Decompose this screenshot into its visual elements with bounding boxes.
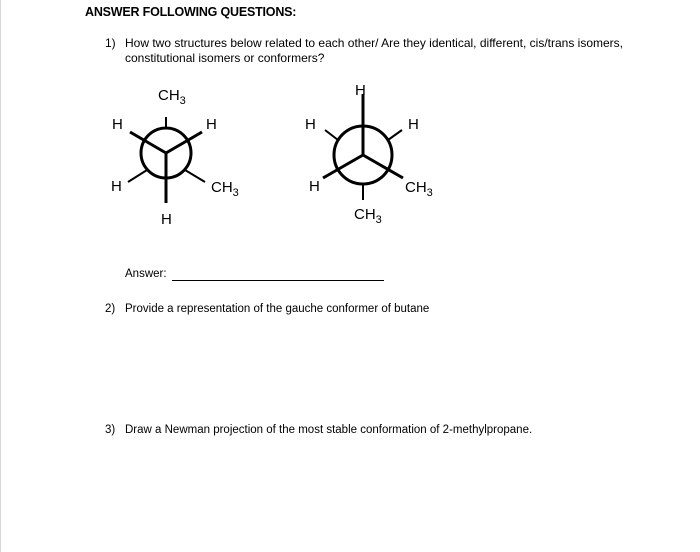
- page-heading: ANSWER FOLLOWING QUESTIONS:: [85, 5, 297, 19]
- right-bottom-group: $CH_3$: [354, 206, 382, 226]
- right-upper-right-group: H: [408, 116, 419, 133]
- question-3-number: 3): [105, 424, 116, 436]
- right-lower-right-group: $CH_3$: [405, 179, 433, 199]
- page-border: [0, 0, 1, 552]
- back-bond-upper-right: [388, 130, 402, 140]
- question-2-number: 2): [105, 303, 116, 315]
- question-3-text: Draw a Newman projection of the most stable conformation of 2-methylpropane.: [125, 424, 533, 436]
- answer-line[interactable]: [172, 280, 384, 281]
- left-upper-right-group: H: [206, 116, 217, 133]
- right-top-group: H: [355, 82, 366, 99]
- right-lower-left-group: H: [309, 178, 320, 195]
- left-top-group: $CH_3$: [158, 87, 186, 107]
- question-1-number: 1): [105, 36, 116, 50]
- right-upper-left-group: H: [305, 116, 316, 133]
- left-bottom-group: H: [161, 211, 172, 228]
- left-lower-left-group: H: [111, 178, 122, 195]
- newman-projection-left: [100, 80, 300, 240]
- back-bond-lower-right: [185, 170, 205, 182]
- question-2-text: Provide a representation of the gauche conformer of butane: [125, 303, 430, 315]
- newman-projection-right: [300, 80, 500, 240]
- back-bond-upper-left: [325, 130, 338, 140]
- answer-label: Answer:: [125, 268, 167, 280]
- left-lower-right-group: $CH_3$: [211, 179, 239, 199]
- left-upper-left-group: H: [112, 116, 123, 133]
- question-1-text: How two structures below related to each other/ Are they identical, different, cis/trans isomers, constitutional isomers or conformers?: [125, 36, 624, 65]
- back-bond-lower-left: [128, 170, 147, 182]
